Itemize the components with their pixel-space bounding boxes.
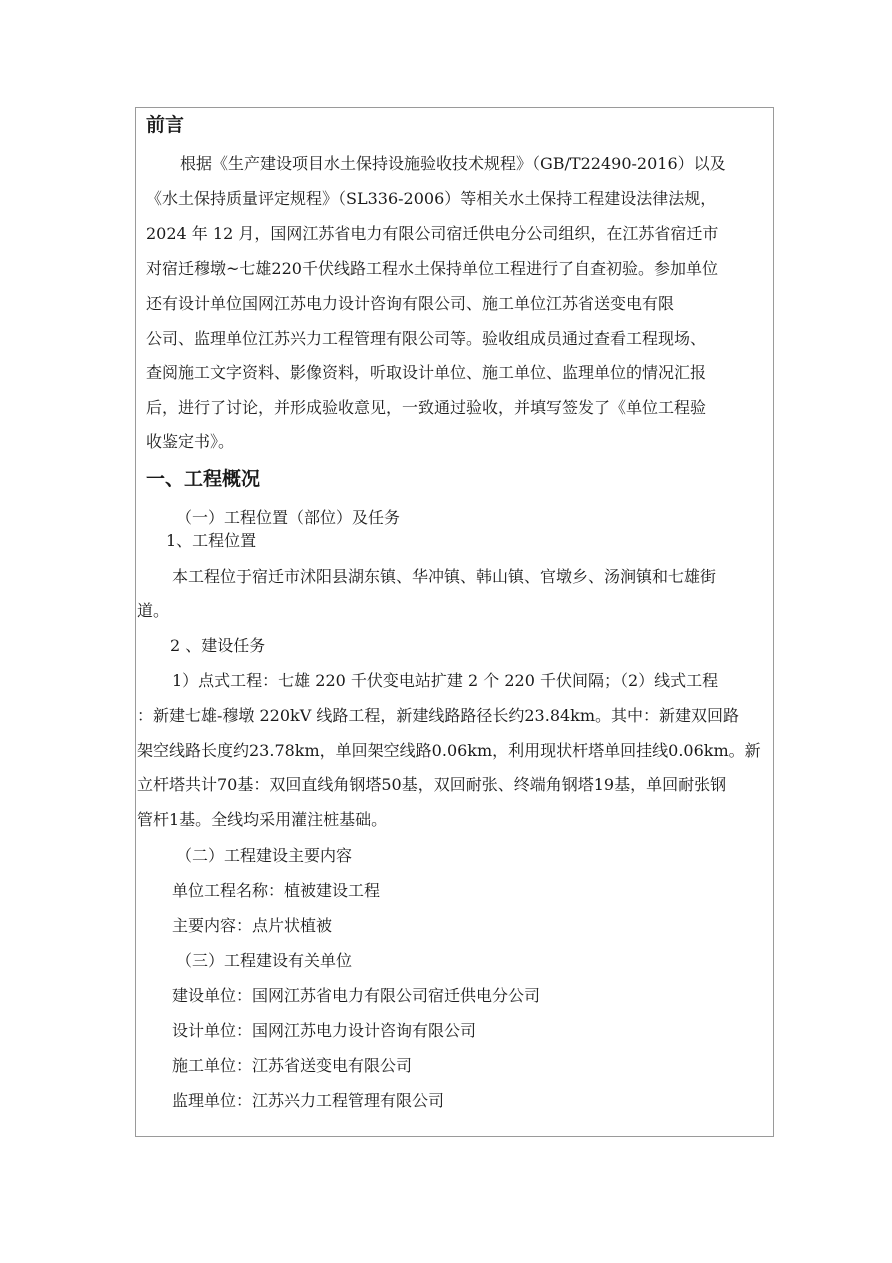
task-line-5: 管杆1基。全线均采用灌注桩基础。: [137, 810, 388, 829]
preface-line-7: 查阅施工文字资料、影像资料，听取设计单位、施工单位、监理单位的情况汇报: [146, 363, 707, 382]
item-2-title: 2 、建设任务: [170, 636, 266, 655]
preface-line-9: 收鉴定书》。: [146, 432, 235, 451]
location-line-1: 本工程位于宿迁市沭阳县湖东镇、华冲镇、韩山镇、官墩乡、汤涧镇和七雄街: [172, 567, 717, 586]
party-contractor: 施工单位：江苏省送变电有限公司: [172, 1056, 413, 1075]
location-line-2: 道。: [137, 601, 170, 620]
task-line-1: 1）点式工程：七雄 220 千伏变电站扩建 2 个 220 千伏间隔；（2）线式工程: [172, 671, 719, 690]
task-line-2: ：新建七雄-穆墩 220kV 线路工程，新建线路路径长约23.84km。其中：新建双回路: [137, 706, 740, 725]
preface-line-5: 还有设计单位国网江苏电力设计咨询有限公司、施工单位江苏省送变电有限: [146, 294, 675, 313]
party-supervisor: 监理单位：江苏兴力工程管理有限公司: [172, 1091, 445, 1110]
task-line-3: 架空线路长度约23.78km，单回架空线路0.06km，利用现状杆塔单回挂线0.06km。新: [137, 741, 761, 760]
preface-title: 前言: [146, 114, 185, 136]
preface-line-3: 2024 年 12 月，国网江苏省电力有限公司宿迁供电分公司组织，在江苏省宿迁市: [146, 224, 719, 243]
preface-line-8: 后，进行了讨论，并形成验收意见，一致通过验收，并填写签发了《单位工程验: [146, 398, 707, 417]
unit-project-name: 单位工程名称：植被建设工程: [172, 881, 381, 900]
party-construction: 建设单位：国网江苏省电力有限公司宿迁供电分公司: [172, 986, 541, 1005]
party-design: 设计单位：国网江苏电力设计咨询有限公司: [172, 1021, 477, 1040]
main-content: 主要内容：点片状植被: [172, 916, 333, 935]
section-1-title: 一、工程概况: [146, 468, 261, 490]
preface-line-1: 根据《生产建设项目水土保持设施验收技术规程》（GB/T22490-2016）以及: [180, 154, 726, 173]
subsection-3-title: （三）工程建设有关单位: [176, 951, 353, 970]
item-1-title: 1、工程位置: [166, 531, 257, 550]
preface-line-6: 公司、监理单位江苏兴力工程管理有限公司等。验收组成员通过查看工程现场、: [146, 329, 707, 348]
preface-line-2: 《水土保持质量评定规程》（SL336-2006）等相关水土保持工程建设法律法规，: [146, 189, 717, 208]
subsection-1-title: （一）工程位置（部位）及任务: [176, 508, 401, 527]
subsection-2-title: （二）工程建设主要内容: [176, 846, 353, 865]
preface-line-4: 对宿迁穆墩~七雄220千伏线路工程水土保持单位工程进行了自查初验。参加单位: [146, 259, 718, 278]
task-line-4: 立杆塔共计70基：双回直线角钢塔50基，双回耐张、终端角钢塔19基，单回耐张钢: [137, 775, 727, 794]
